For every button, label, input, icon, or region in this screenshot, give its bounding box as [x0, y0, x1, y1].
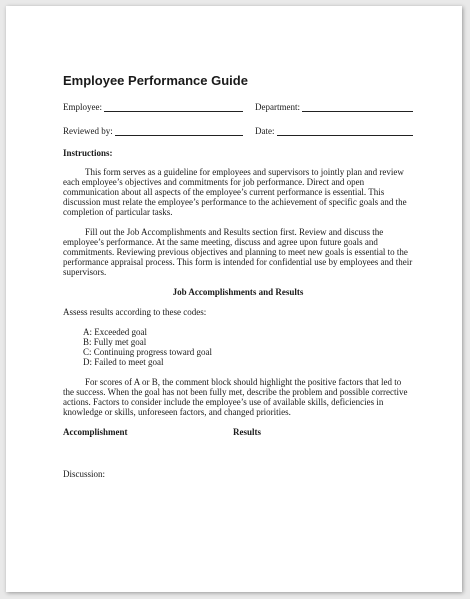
scoring-paragraph: For scores of A or B, the comment block should highlight the positive factors that led to the success. When the goal has not been fully met, describe the problem and possible corrective actions. Factors to consider include the employee’s use of available skills, deficiencies in knowledge or skills, unforeseen factors, and changed priorities.: [63, 377, 408, 417]
date-label: Date:: [255, 126, 275, 136]
document-title: Employee Performance Guide: [63, 73, 248, 88]
reviewed-by-field[interactable]: [63, 126, 243, 136]
employee-label: Employee:: [63, 102, 102, 112]
code-item: C: Continuing progress toward goal: [83, 347, 212, 357]
assess-text: Assess results according to these codes:: [63, 307, 207, 317]
section-heading: Job Accomplishments and Results: [172, 287, 304, 297]
department-field[interactable]: [255, 102, 413, 112]
field-row-reviewer: [63, 124, 413, 136]
department-label: Department:: [255, 102, 300, 112]
results-column-header: Results: [233, 427, 262, 437]
date-field[interactable]: [255, 126, 413, 136]
instructions-paragraph-2: Fill out the Job Accomplishments and Results section first. Review and discuss the employee’s performance. At the same meeting, discuss and agree upon future goals and commitments. Reviewing previous objectives and planning to meet new goals is essential to the performance appraisal process. This form is intended for confidential use by employees and their supervisors.: [63, 227, 413, 277]
date-line[interactable]: [277, 126, 414, 136]
accomplishment-column-header: Accomplishment: [63, 427, 128, 437]
document-content: [63, 73, 413, 479]
employee-field[interactable]: [63, 102, 243, 112]
field-row-employee: [63, 100, 413, 112]
codes-list: [63, 327, 413, 367]
employee-line[interactable]: [104, 102, 243, 112]
discussion-label: Discussion:: [63, 469, 106, 479]
results-column-headers: [63, 427, 413, 437]
code-item: B: Fully met goal: [83, 337, 147, 347]
instructions-paragraph-1: This form serves as a guideline for employees and supervisors to jointly plan and review each employee’s objectives and commitments for job performance. Direct and open communication about all aspects of the employee’s current performance is essential. This discussion must relate the employee’s performance to the achievement of specific goals and the completion of particular tasks.: [63, 167, 407, 217]
code-item: D: Failed to meet goal: [83, 357, 164, 367]
reviewed-by-label: Reviewed by:: [63, 126, 113, 136]
code-item: A: Exceeded goal: [83, 327, 147, 337]
department-line[interactable]: [302, 102, 413, 112]
instructions-heading: Instructions:: [63, 148, 113, 158]
document-page: [6, 6, 462, 592]
reviewed-by-line[interactable]: [115, 126, 243, 136]
